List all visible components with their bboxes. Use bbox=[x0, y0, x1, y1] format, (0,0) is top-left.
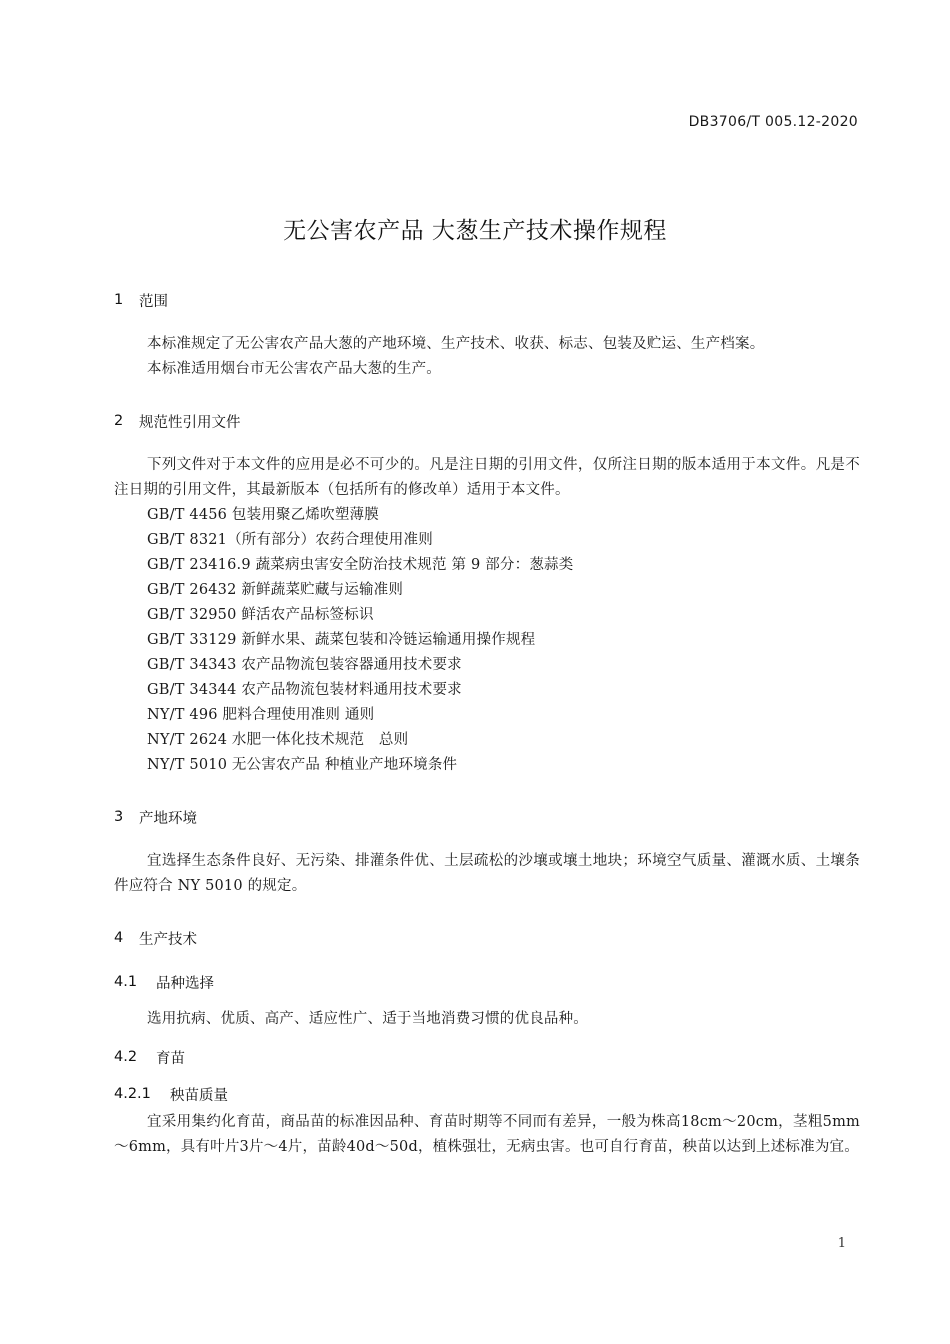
section-number: 3 bbox=[114, 809, 124, 825]
section-heading-3 bbox=[114, 805, 860, 829]
document-code: DB3706/T 005.12-2020 bbox=[688, 114, 858, 130]
paragraph: 本标准规定了无公害农产品大葱的产地环境、生产技术、收获、标志、包装及贮运、生产档案。 bbox=[147, 336, 765, 352]
section-heading-4-2 bbox=[114, 1045, 860, 1069]
section-heading-4-1 bbox=[114, 970, 860, 994]
reference-item: GB/T 4456 包装用聚乙烯吹塑薄膜 bbox=[147, 507, 379, 523]
section-title: 育苗 bbox=[156, 1050, 185, 1067]
reference-item: NY/T 5010 无公害农产品 种植业产地环境条件 bbox=[147, 757, 458, 773]
paragraph: 宜采用集约化育苗，商品苗的标准因品种、育苗时期等不同而有差异，一般为株高18cm～20cm，茎粗5mm～6mm，具有叶片3片～4片，苗龄40d～50d，植株强壮，无病虫害。也可自行育苗，秧苗以达到上述标准为宜。 bbox=[114, 1114, 860, 1155]
section-title: 生产技术 bbox=[139, 931, 197, 948]
section-number: 1 bbox=[114, 292, 124, 308]
reference-item: GB/T 33129 新鲜水果、蔬菜包装和冷链运输通用操作规程 bbox=[147, 632, 536, 648]
paragraph: 本标准适用烟台市无公害农产品大葱的生产。 bbox=[147, 361, 441, 377]
paragraph: 宜选择生态条件良好、无污染、排灌条件优、土层疏松的沙壤或壤土地块；环境空气质量、灌溉水质、土壤条件应符合 NY 5010 的规定。 bbox=[114, 853, 860, 894]
section-title: 范围 bbox=[139, 293, 168, 310]
reference-item: NY/T 2624 水肥一体化技术规范 总则 bbox=[147, 732, 409, 748]
page-number: 1 bbox=[837, 1236, 846, 1251]
section-number: 2 bbox=[114, 413, 124, 429]
section-heading-4 bbox=[114, 926, 860, 950]
section-number: 4.1 bbox=[114, 974, 138, 990]
reference-item: GB/T 23416.9 蔬菜病虫害安全防治技术规范 第 9 部分：葱蒜类 bbox=[147, 557, 574, 573]
paragraph: 下列文件对于本文件的应用是必不可少的。凡是注日期的引用文件，仅所注日期的版本适用于本文件。凡是不注日期的引用文件，其最新版本（包括所有的修改单）适用于本文件。 bbox=[114, 457, 860, 498]
reference-item: GB/T 26432 新鲜蔬菜贮藏与运输准则 bbox=[147, 582, 404, 598]
reference-item: GB/T 32950 鲜活农产品标签标识 bbox=[147, 607, 374, 623]
section-number: 4.2.1 bbox=[114, 1086, 151, 1102]
reference-item: GB/T 34344 农产品物流包装材料通用技术要求 bbox=[147, 682, 462, 698]
section-title: 秧苗质量 bbox=[170, 1087, 228, 1104]
section-heading-4-2-1 bbox=[114, 1082, 860, 1106]
section-number: 4.2 bbox=[114, 1049, 138, 1065]
paragraph: 选用抗病、优质、高产、适应性广、适于当地消费习惯的优良品种。 bbox=[147, 1011, 588, 1027]
document-title: 无公害农产品 大葱生产技术操作规程 bbox=[283, 218, 667, 244]
section-title: 规范性引用文件 bbox=[139, 414, 241, 431]
section-heading-1 bbox=[114, 288, 860, 312]
document-body bbox=[114, 288, 860, 1160]
reference-item: NY/T 496 肥料合理使用准则 通则 bbox=[147, 707, 375, 723]
section-title: 产地环境 bbox=[139, 810, 197, 827]
section-number: 4 bbox=[114, 930, 124, 946]
reference-item: GB/T 34343 农产品物流包装容器通用技术要求 bbox=[147, 657, 462, 673]
reference-item: GB/T 8321（所有部分）农药合理使用准则 bbox=[147, 532, 433, 548]
section-title: 品种选择 bbox=[156, 975, 214, 992]
section-heading-2 bbox=[114, 409, 860, 433]
